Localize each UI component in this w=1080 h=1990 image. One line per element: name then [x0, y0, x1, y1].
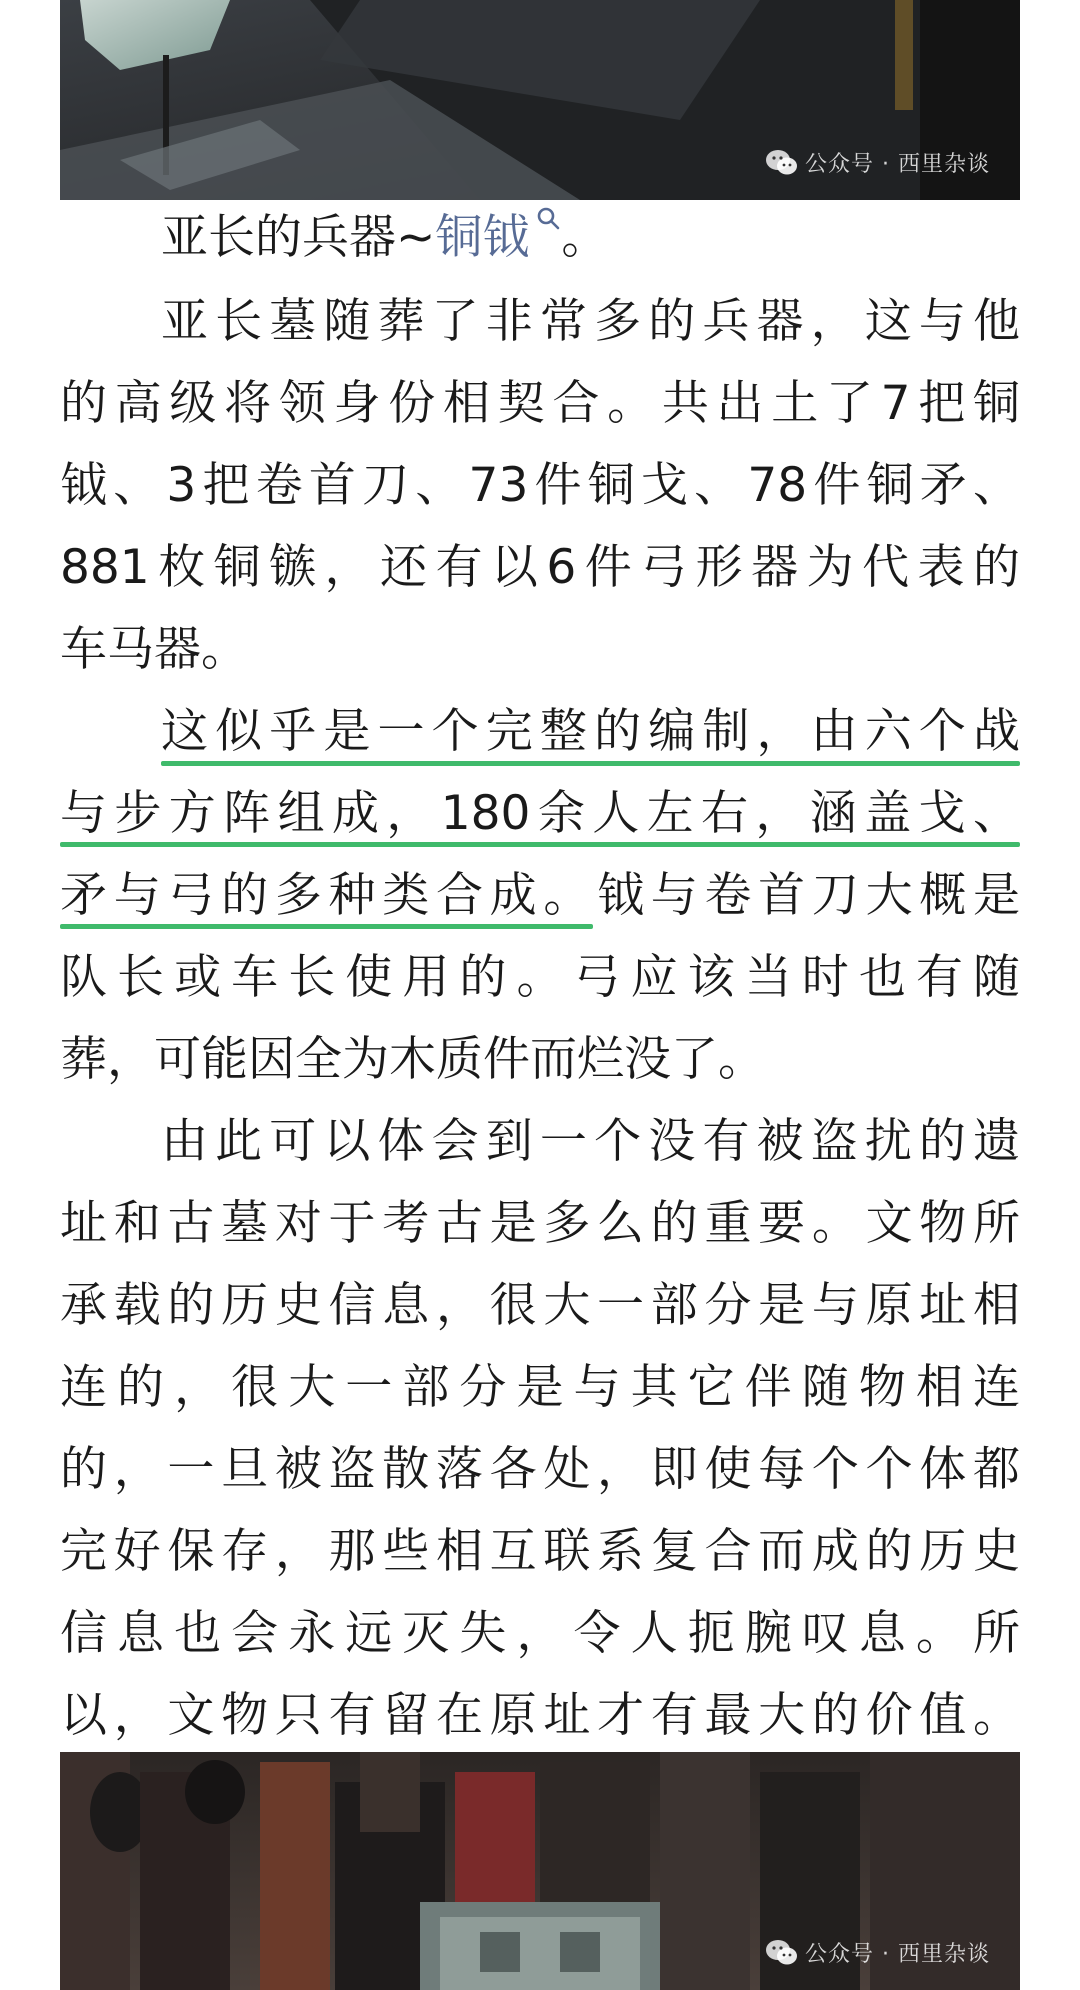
- highlighted-span: 矛与弓的多种类合成。: [60, 868, 598, 923]
- paragraph3-line: 址和古墓对于考古是多么的重要。文物所: [60, 1196, 1020, 1251]
- paragraph1-line: 881枚铜镞，还有以6件弓形器为代表的: [60, 540, 1020, 595]
- watermark-text: 公众号 · 西里杂谈: [805, 1942, 990, 1967]
- highlight-underline: [60, 842, 1020, 847]
- wechat-icon: [765, 1939, 799, 1967]
- paragraph3-line: 由此可以体会到一个没有被盗扰的遗: [161, 1114, 1020, 1169]
- highlight-underline: [161, 761, 1020, 766]
- paragraph2-line-highlighted: 与步方阵组成，180余人左右，涵盖戈、: [60, 786, 1020, 841]
- wechat-icon: [765, 149, 799, 177]
- paragraph1-line: 钺、3把卷首刀、73件铜戈、78件铜矛、: [60, 458, 1020, 513]
- museum-photo-top[interactable]: [60, 0, 1020, 200]
- plain-span: 钺与卷首刀大概是: [597, 868, 1021, 923]
- subheading: [161, 198, 1020, 278]
- paragraph3-line: 以，文物只有留在原址才有最大的价值。: [60, 1688, 1020, 1743]
- keyword-link[interactable]: [435, 210, 561, 265]
- keyword-link-text: 铜钺: [435, 210, 530, 265]
- watermark-text: 公众号 · 西里杂谈: [805, 152, 990, 177]
- paragraph3-line: 的，一旦被盗散落各处，即使每个个体都: [60, 1442, 1020, 1497]
- paragraph1-line: 车马器。: [60, 622, 248, 677]
- paragraph3-line: 完好保存，那些相互联系复合而成的历史: [60, 1524, 1020, 1579]
- highlight-underline: [60, 924, 593, 929]
- paragraph1-line: 亚长墓随葬了非常多的兵器，这与他: [161, 294, 1020, 349]
- paragraph2-line-highlighted: 这似乎是一个完整的编制，由六个战: [161, 704, 1020, 759]
- subheading-prefix: 亚长的兵器~: [161, 210, 436, 265]
- subheading-suffix: 。: [561, 210, 609, 265]
- paragraph3-line: 承载的历史信息，很大一部分是与原址相: [60, 1278, 1020, 1333]
- watermark-bottom: [765, 1937, 990, 1968]
- paragraph2-line: 葬，可能因全为木质件而烂没了。: [60, 1032, 765, 1087]
- search-icon[interactable]: [535, 205, 561, 231]
- paragraph3-line: 信息也会永远灭失，令人扼腕叹息。所: [60, 1606, 1020, 1661]
- paragraph3-line: 连的，很大一部分是与其它伴随物相连: [60, 1360, 1020, 1415]
- watermark-top: [765, 147, 990, 178]
- museum-photo-bottom[interactable]: [60, 1752, 1020, 1990]
- paragraph2-line: 队长或车长使用的。弓应该当时也有随: [60, 950, 1020, 1005]
- paragraph1-line: 的高级将领身份相契合。共出土了7把铜: [60, 376, 1020, 431]
